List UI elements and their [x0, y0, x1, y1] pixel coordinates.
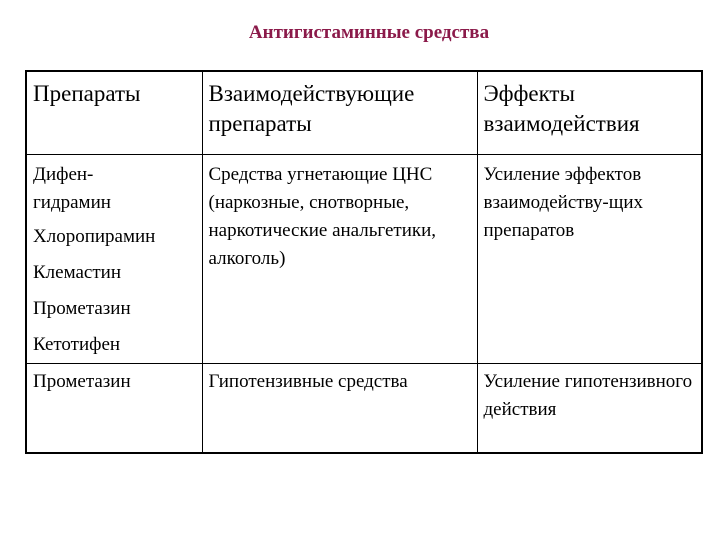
table-header-row — [26, 71, 702, 154]
table-row — [26, 363, 702, 453]
interacting-text: Гипотензивные средства — [208, 370, 408, 392]
drugs-cell — [26, 363, 202, 453]
drug-item: Прометазин — [33, 297, 131, 319]
effect-text: Усиление гипотензивного действия — [483, 370, 693, 420]
header-interacting: Взаимодействующие препараты — [202, 71, 477, 154]
interacting-text: Средства угнетающие ЦНС (наркозные, снотворные, наркотические анальгетики, алкоголь) — [208, 163, 437, 269]
drug-item: Прометазин — [33, 370, 131, 392]
header-effects: Эффекты взаимодействия — [477, 71, 702, 154]
interacting-cell — [202, 154, 477, 363]
effect-text: Усиление эффектов взаимодейству-щих препаратов — [483, 163, 644, 241]
drug-item: Хлоропирамин — [33, 225, 156, 247]
drug-item: Кетотифен — [33, 333, 121, 355]
effect-cell — [477, 363, 702, 453]
interaction-table — [25, 70, 703, 454]
header-drugs: Препараты — [26, 71, 202, 154]
drug-item: Дифен- гидрамин — [33, 163, 111, 213]
effect-cell — [477, 154, 702, 363]
table-row — [26, 154, 702, 363]
drug-item: Клемастин — [33, 261, 121, 283]
drugs-cell — [26, 154, 202, 363]
slide-title: Антигистаминные средства — [248, 22, 490, 43]
interacting-cell — [202, 363, 477, 453]
